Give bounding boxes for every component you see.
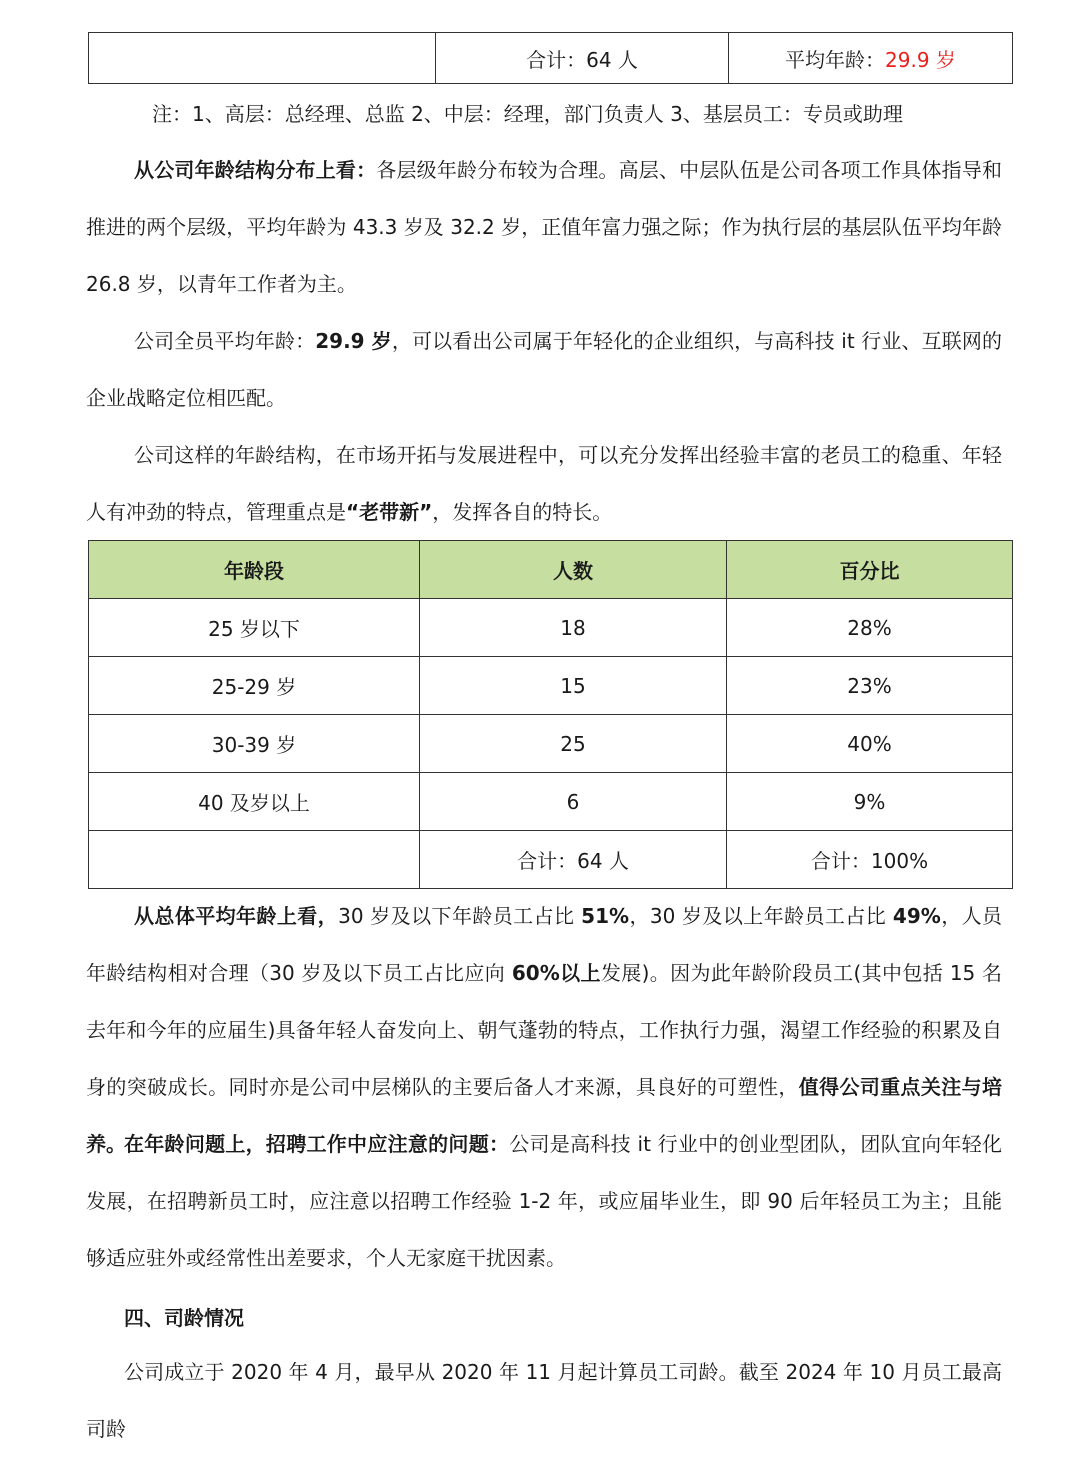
under-30-percent: 51% <box>581 904 630 928</box>
percent-cell: 28% <box>727 599 1013 657</box>
header-percent: 百分比 <box>727 541 1013 599</box>
percent-cell: 9% <box>727 773 1013 831</box>
age-range-cell: 40 及岁以上 <box>89 773 420 831</box>
over-30-percent: 49% <box>892 904 941 928</box>
avg-age-label: 平均年龄： <box>785 47 886 72</box>
overall-average-paragraph <box>86 313 1002 427</box>
overall-average-value: 29.9 岁 <box>315 329 392 353</box>
percent-cell: 23% <box>727 657 1013 715</box>
table-row <box>89 715 1013 773</box>
header-count: 人数 <box>420 541 727 599</box>
overall-age-lead: 从总体平均年龄上看， <box>134 904 339 928</box>
recruitment-paragraph <box>86 1116 1002 1287</box>
header-age-range: 年龄段 <box>89 541 420 599</box>
management-post: ，发挥各自的特长。 <box>432 500 613 524</box>
age-structure-lead: 从公司年龄结构分布上看： <box>134 158 377 182</box>
tenure-paragraph: 公司成立于 2020 年 4 月，最早从 2020 年 11 月起计算员工司龄。截至 2024 年 10 月员工最高司龄 <box>86 1360 1002 1441</box>
age-structure-paragraph <box>86 142 1002 313</box>
overall-age-text-4: 发展)。因为此年龄阶段员工(其中包括 15 名去年和今年的应届生)具备年轻人奋发向上、朝气蓬勃的特点，工作执行力强，渴望工作经验的积累及自身的突破成长。同时亦是公司中层梯队的主要后备人才来源，具良好的可塑性， <box>86 961 1002 1099</box>
management-key: “老带新” <box>346 500 433 524</box>
age-range-cell: 25-29 岁 <box>89 657 420 715</box>
age-range-cell: 25 岁以下 <box>89 599 420 657</box>
overall-age-conclusion: 值得公司重点关注与培养。 <box>86 1075 1003 1156</box>
overall-age-text-1: 30 岁及以下年龄员工占比 <box>338 904 582 928</box>
level-note: 注：1、高层：总经理、总监 2、中层：经理，部门负责人 3、基层员工：专员或助理 <box>152 102 903 126</box>
age-structure-text: 各层级年龄分布较为合理。高层、中层队伍是公司各项工作具体指导和推进的两个层级，平均年龄为 43.3 岁及 32.2 岁，正值年富力强之际；作为执行层的基层队伍平均年龄 26.8 岁，以青年工作者为主。 <box>86 158 1003 296</box>
table-row <box>89 657 1013 715</box>
total-count-cell: 合计：64 人 <box>420 831 727 889</box>
overall-average-pre: 公司全员平均年龄： <box>134 329 316 353</box>
count-cell: 18 <box>420 599 727 657</box>
table-total-row <box>89 831 1013 889</box>
count-cell: 6 <box>420 773 727 831</box>
table-header-row <box>89 541 1013 599</box>
overall-age-text-2: ，30 岁及以上年龄员工占比 <box>629 904 893 928</box>
overall-average-post: ，可以看出公司属于年轻化的企业组织，与高科技 it 行业、互联网的企业战略定位相匹配。 <box>86 329 1003 410</box>
total-empty-cell <box>89 831 420 889</box>
avg-age-value: 29.9 岁 <box>885 47 956 72</box>
summary-table <box>88 32 1013 84</box>
percent-cell: 40% <box>727 715 1013 773</box>
management-paragraph <box>86 427 1002 541</box>
age-range-cell: 30-39 岁 <box>89 715 420 773</box>
age-distribution-table <box>88 540 1013 889</box>
management-pre: 公司这样的年龄结构，在市场开拓与发展进程中，可以充分发挥出经验丰富的老员工的稳重、年轻人有冲劲的特点，管理重点是 <box>86 443 1002 524</box>
table-row <box>89 599 1013 657</box>
count-cell: 15 <box>420 657 727 715</box>
total-percent-cell: 合计：100% <box>727 831 1013 889</box>
table-row <box>89 773 1013 831</box>
summary-row <box>89 33 1013 84</box>
section-heading-tenure: 四、司龄情况 <box>124 1306 244 1330</box>
overall-age-text-3: ，人员年龄结构相对合理（30 岁及以下员工占比应向 <box>86 904 1003 985</box>
summary-empty-cell <box>89 33 436 84</box>
summary-avg-cell <box>729 33 1013 84</box>
summary-total-cell: 合计：64 人 <box>436 33 729 84</box>
target-percent: 60%以上 <box>511 961 601 985</box>
count-cell: 25 <box>420 715 727 773</box>
recruitment-lead: 在年龄问题上，招聘工作中应注意的问题： <box>124 1132 510 1156</box>
recruitment-text: 公司是高科技 it 行业中的创业型团队，团队宜向年轻化发展，在招聘新员工时，应注意以招聘工作经验 1-2 年，或应届毕业生，即 90 后年轻员工为主；且能够适应驻外或经常性出差要求，个人无家庭干扰因素。 <box>86 1132 1002 1270</box>
